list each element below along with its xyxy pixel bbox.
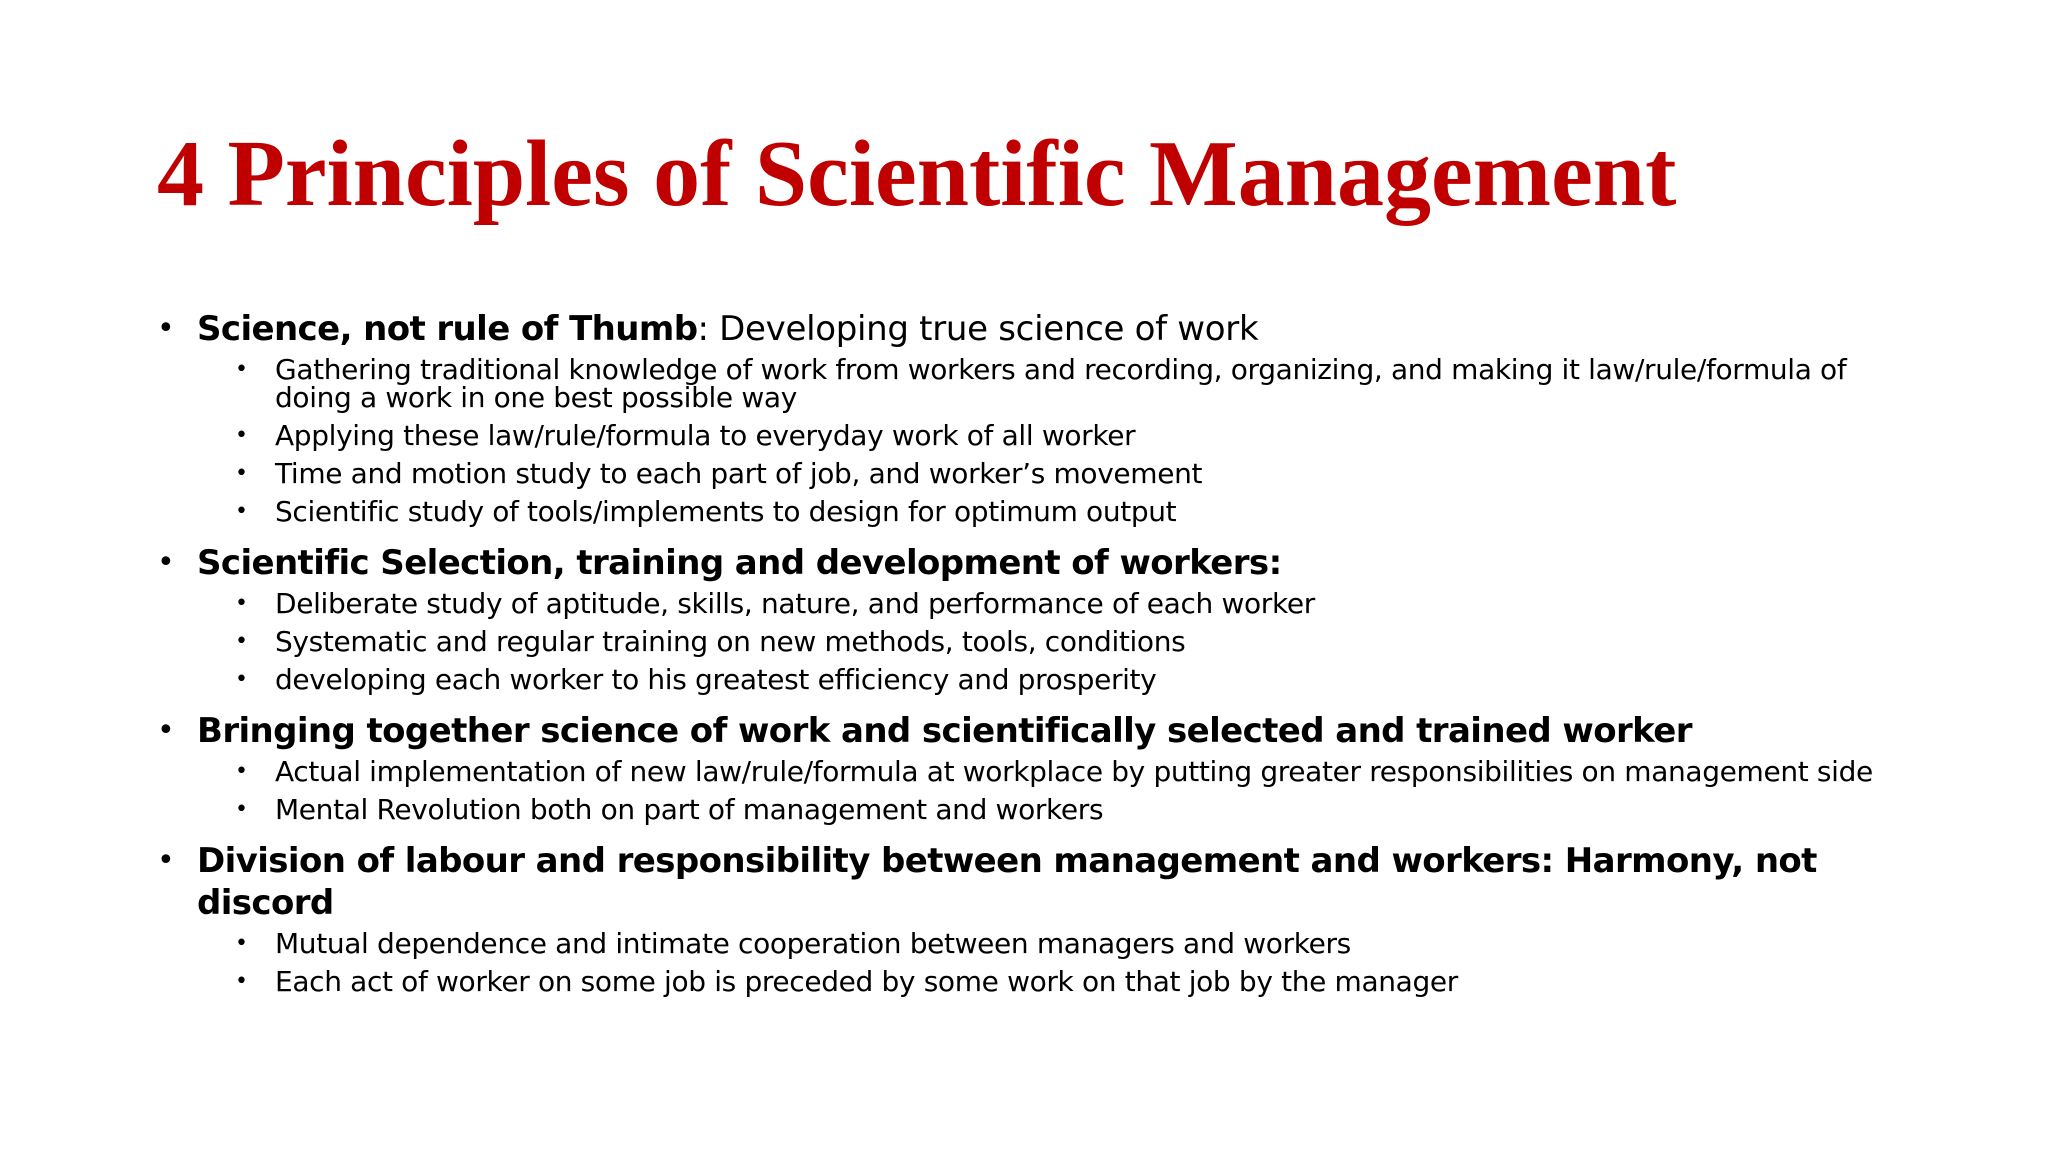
principle-heading: Bringing together science of work and scientifically selected and trained worker [197, 711, 1692, 751]
bullet-icon: • [235, 461, 248, 486]
bullet-icon: • [235, 969, 248, 994]
sub-point [157, 624, 1917, 662]
sub-point-text: developing each worker to his greatest efficiency and prosperity [275, 663, 1157, 696]
principle-item [157, 308, 1917, 532]
bullet-icon: • [235, 423, 248, 448]
bullet-icon: • [235, 931, 248, 956]
bullet-icon: • [235, 591, 248, 616]
bullet-icon: • [235, 667, 248, 692]
sub-point [157, 586, 1917, 624]
sub-point [157, 494, 1917, 532]
principle-item [157, 710, 1917, 830]
slide-title: 4 Principles of Scientific Management [157, 122, 1677, 226]
bullet-icon: • [235, 759, 248, 784]
sub-point-text: Time and motion study to each part of job, and worker’s movement [275, 457, 1203, 490]
principle-heading: Division of labour and responsibility between management and workers: Harmony, not discord [197, 841, 1817, 923]
principle-item [157, 542, 1917, 700]
sub-point-text: Deliberate study of aptitude, skills, nature, and performance of each worker [275, 587, 1315, 620]
bullet-icon: • [235, 797, 248, 822]
sub-point [157, 964, 1917, 1002]
sub-point-text: Each act of worker on some job is preceded by some work on that job by the manager [275, 965, 1458, 998]
bullet-icon: • [157, 545, 175, 580]
sub-point [157, 662, 1917, 700]
bullet-icon: • [235, 499, 248, 524]
principle-item [157, 840, 1917, 1002]
principle-subheading: : Developing true science of work [697, 309, 1259, 349]
bullet-icon: • [235, 357, 248, 382]
sub-points-list [197, 926, 1917, 1002]
sub-point [157, 792, 1917, 830]
bullet-icon: • [157, 843, 175, 878]
bullet-icon: • [235, 629, 248, 654]
sub-point [157, 352, 1917, 418]
sub-point [157, 456, 1917, 494]
sub-point-text: Scientific study of tools/implements to design for optimum output [275, 495, 1177, 528]
sub-point [157, 754, 1917, 792]
sub-point-text: Actual implementation of new law/rule/formula at workplace by putting greater responsibilities on management side [275, 755, 1873, 788]
sub-point [157, 926, 1917, 964]
sub-point-text: Mutual dependence and intimate cooperation between managers and workers [275, 927, 1351, 960]
principle-heading: Science, not rule of Thumb [197, 309, 698, 349]
sub-point-text: Systematic and regular training on new methods, tools, conditions [275, 625, 1186, 658]
sub-points-list [197, 586, 1917, 700]
principles-list [157, 308, 1917, 1002]
sub-points-list [197, 352, 1917, 532]
sub-point [157, 418, 1917, 456]
bullet-icon: • [157, 713, 175, 748]
slide-content [157, 308, 1917, 1002]
bullet-icon: • [157, 311, 175, 346]
sub-point-text: Gathering traditional knowledge of work from workers and recording, organizing, and making it law/rule/formula of doing a work in one best possible way [275, 353, 1847, 414]
sub-points-list [197, 754, 1917, 830]
sub-point-text: Applying these law/rule/formula to everyday work of all worker [275, 419, 1136, 452]
sub-point-text: Mental Revolution both on part of management and workers [275, 793, 1104, 826]
principle-heading: Scientific Selection, training and development of workers: [197, 543, 1282, 583]
